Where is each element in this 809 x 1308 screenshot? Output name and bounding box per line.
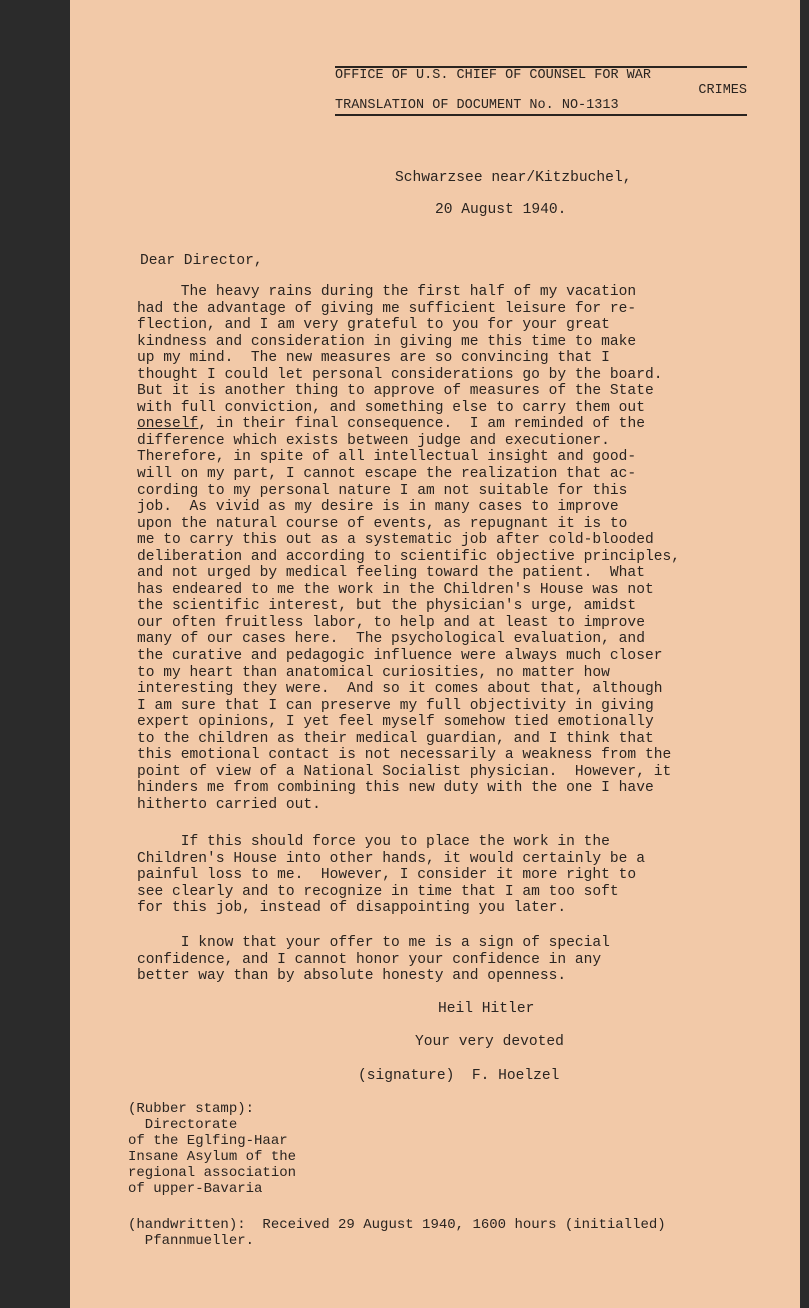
letter-paragraph-1 xyxy=(137,284,777,814)
text-line: for this job, instead of disappointing you later. xyxy=(137,900,567,917)
closing-signature: (signature) F. Hoelzel xyxy=(358,1068,560,1084)
text-line: The heavy rains during the first half of my vacation xyxy=(137,284,637,300)
text-line: see clearly and to recognize in time that I am too soft xyxy=(137,883,619,900)
text-line: many of our cases here. The psychological evaluation, and xyxy=(137,631,645,648)
text-line: confidence, and I cannot honor your confidence in any xyxy=(137,951,602,968)
text-line: painful loss to me. However, I consider it more right to xyxy=(137,867,637,884)
text-line: upon the natural course of events, as repugnant it is to xyxy=(137,515,628,532)
header-crimes-line: CRIMES xyxy=(698,83,747,98)
letter-place: Schwarzsee near/Kitzbuchel, xyxy=(395,170,632,186)
header-translation-line: TRANSLATION OF DOCUMENT No. NO-1313 xyxy=(335,98,619,113)
text-line: kindness and consideration in giving me this time to make xyxy=(137,333,637,350)
header-office-line: OFFICE OF U.S. CHIEF OF COUNSEL FOR WAR xyxy=(335,68,651,83)
text-line: with full conviction, and something else to carry them out xyxy=(137,399,645,416)
letter-date: 20 August 1940. xyxy=(435,202,567,218)
letter-salutation: Dear Director, xyxy=(140,253,263,269)
text-line: the curative and pedagogic influence were always much closer xyxy=(137,648,663,665)
text-fragment: , in their final consequence. I am reminded of the xyxy=(198,416,645,433)
letter-paragraph-2 xyxy=(137,834,777,917)
header-rule-bottom xyxy=(335,114,747,116)
text-line: interesting they were. And so it comes about that, although xyxy=(137,681,663,698)
text-line: to the children as their medical guardian, and I think that xyxy=(137,730,654,747)
text-line: (handwritten): Received 29 August 1940, 1600 hours (initialled) xyxy=(128,1217,666,1233)
text-line: the scientific interest, but the physician's urge, amidst xyxy=(137,598,637,615)
text-line: difference which exists between judge and executioner. xyxy=(137,432,610,449)
text-line: will on my part, I cannot escape the realization that ac- xyxy=(137,466,637,483)
text-line: I know that your offer to me is a sign of special xyxy=(137,935,610,951)
text-line: Directorate xyxy=(128,1117,238,1133)
rubber-stamp-note xyxy=(128,1101,768,1197)
text-line: But it is another thing to approve of measures of the State xyxy=(137,383,654,400)
text-line-underlined xyxy=(137,416,777,433)
text-line: and not urged by medical feeling toward the patient. What xyxy=(137,565,645,582)
text-line: regional association xyxy=(128,1165,297,1181)
text-line: hinders me from combining this new duty with the one I have xyxy=(137,780,654,797)
text-line: Children's House into other hands, it would certainly be a xyxy=(137,850,645,867)
text-line: flection, and I am very grateful to you for your great xyxy=(137,317,610,334)
text-line: better way than by absolute honesty and openness. xyxy=(137,968,567,985)
text-line: job. As vivid as my desire is in many cases to improve xyxy=(137,499,619,516)
text-line: I am sure that I can preserve my full objectivity in giving xyxy=(137,697,654,714)
text-line: hitherto carried out. xyxy=(137,796,321,813)
text-line: of the Eglfing-Haar xyxy=(128,1133,288,1149)
text-line: expert opinions, I yet feel myself somehow tied emotionally xyxy=(137,714,654,731)
text-line: Pfannmueller. xyxy=(128,1233,255,1249)
text-line: has endeared to me the work in the Children's House was not xyxy=(137,581,654,598)
text-line: Therefore, in spite of all intellectual insight and good- xyxy=(137,449,637,466)
text-line: deliberation and according to scientific objective principles, xyxy=(137,548,680,565)
text-line: point of view of a National Socialist physician. However, it xyxy=(137,763,672,780)
text-line: this emotional contact is not necessarily a weakness from the xyxy=(137,747,672,764)
text-line: had the advantage of giving me sufficient leisure for re- xyxy=(137,300,637,317)
text-line: thought I could let personal considerations go by the board. xyxy=(137,366,663,383)
closing-devoted: Your very devoted xyxy=(415,1034,564,1050)
text-line: our often fruitless labor, to help and at least to improve xyxy=(137,614,645,631)
text-line: (Rubber stamp): xyxy=(128,1101,255,1117)
document-header xyxy=(335,66,747,116)
text-line: up my mind. The new measures are so convincing that I xyxy=(137,350,610,367)
closing-heil: Heil Hitler xyxy=(438,1001,535,1017)
text-line: cording to my personal nature I am not suitable for this xyxy=(137,482,628,499)
handwritten-note xyxy=(128,1217,768,1249)
text-line: of upper-Bavaria xyxy=(128,1181,263,1197)
letter-paragraph-3 xyxy=(137,935,777,985)
text-line: me to carry this out as a systematic job after cold-blooded xyxy=(137,532,654,549)
text-line: to my heart than anatomical curiosities, no matter how xyxy=(137,664,610,681)
text-line: Insane Asylum of the xyxy=(128,1149,297,1165)
underlined-word: oneself xyxy=(137,416,199,433)
text-line: If this should force you to place the work in the xyxy=(137,834,610,850)
document-page xyxy=(70,0,800,1308)
